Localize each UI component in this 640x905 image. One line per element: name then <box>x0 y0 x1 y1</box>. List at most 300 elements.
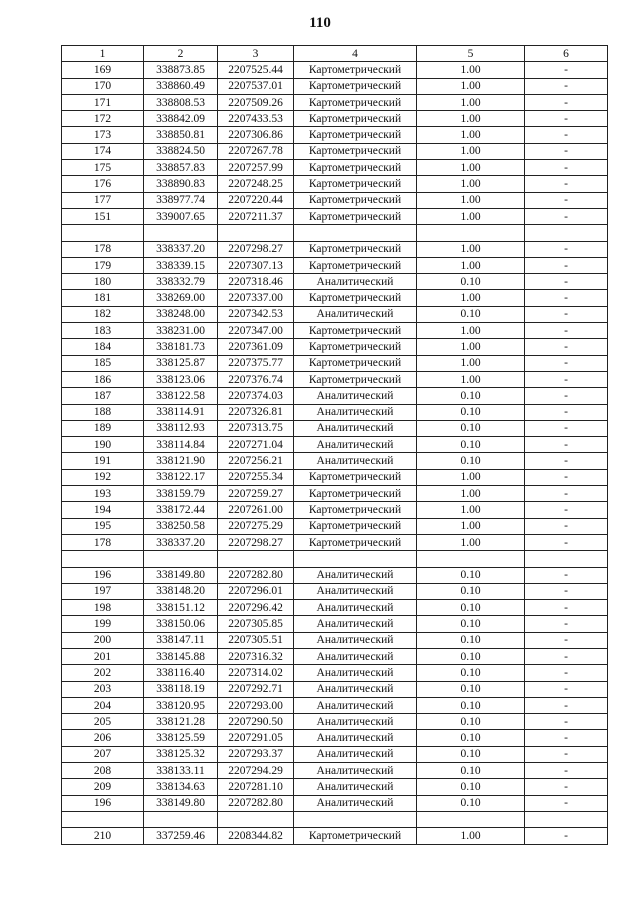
y-coordinate-cell: 2207292.71 <box>218 681 294 697</box>
column-header: 4 <box>294 46 417 62</box>
accuracy-cell: 1.00 <box>417 143 525 159</box>
x-coordinate-cell: 338151.12 <box>144 600 218 616</box>
point-number-cell: 190 <box>62 437 144 453</box>
note-cell: - <box>525 176 608 192</box>
note-cell: - <box>525 78 608 94</box>
point-number-cell: 204 <box>62 697 144 713</box>
method-cell: Аналитический <box>294 697 417 713</box>
y-coordinate-cell: 2207290.50 <box>218 714 294 730</box>
method-cell: Картометрический <box>294 469 417 485</box>
y-coordinate-cell: 2207267.78 <box>218 143 294 159</box>
point-number-cell: 207 <box>62 746 144 762</box>
y-coordinate-cell: 2207342.53 <box>218 306 294 322</box>
accuracy-cell: 0.10 <box>417 453 525 469</box>
table-row <box>62 486 608 502</box>
y-coordinate-cell: 2207361.09 <box>218 339 294 355</box>
point-number-cell: 169 <box>62 62 144 78</box>
x-coordinate-cell: 338337.20 <box>144 534 218 550</box>
note-cell: - <box>525 127 608 143</box>
column-header: 5 <box>417 46 525 62</box>
note-cell: - <box>525 681 608 697</box>
x-coordinate-cell: 338114.91 <box>144 404 218 420</box>
point-number-cell: 205 <box>62 714 144 730</box>
accuracy-cell <box>417 551 525 567</box>
point-number-cell: 176 <box>62 176 144 192</box>
table-row <box>62 160 608 176</box>
accuracy-cell: 1.00 <box>417 518 525 534</box>
point-number-cell: 209 <box>62 779 144 795</box>
x-coordinate-cell: 338125.87 <box>144 355 218 371</box>
x-coordinate-cell: 338120.95 <box>144 697 218 713</box>
table-row <box>62 746 608 762</box>
accuracy-cell <box>417 225 525 241</box>
point-number-cell: 189 <box>62 420 144 436</box>
y-coordinate-cell: 2207211.37 <box>218 208 294 224</box>
accuracy-cell: 0.10 <box>417 306 525 322</box>
point-number-cell <box>62 811 144 827</box>
x-coordinate-cell: 338149.80 <box>144 567 218 583</box>
y-coordinate-cell: 2207313.75 <box>218 420 294 436</box>
y-coordinate-cell: 2207291.05 <box>218 730 294 746</box>
accuracy-cell: 0.10 <box>417 795 525 811</box>
point-number-cell: 193 <box>62 486 144 502</box>
point-number-cell: 170 <box>62 78 144 94</box>
accuracy-cell: 1.00 <box>417 502 525 518</box>
accuracy-cell: 0.10 <box>417 648 525 664</box>
note-cell: - <box>525 828 608 844</box>
note-cell: - <box>525 583 608 599</box>
table-row <box>62 306 608 322</box>
method-cell: Аналитический <box>294 274 417 290</box>
accuracy-cell: 1.00 <box>417 486 525 502</box>
method-cell: Аналитический <box>294 616 417 632</box>
column-header: 1 <box>62 46 144 62</box>
note-cell: - <box>525 714 608 730</box>
note-cell: - <box>525 567 608 583</box>
method-cell: Картометрический <box>294 518 417 534</box>
note-cell: - <box>525 160 608 176</box>
x-coordinate-cell: 338857.83 <box>144 160 218 176</box>
accuracy-cell: 0.10 <box>417 665 525 681</box>
point-number-cell: 198 <box>62 600 144 616</box>
note-cell: - <box>525 697 608 713</box>
accuracy-cell: 1.00 <box>417 469 525 485</box>
note-cell: - <box>525 241 608 257</box>
point-number-cell: 203 <box>62 681 144 697</box>
x-coordinate-cell: 338890.83 <box>144 176 218 192</box>
table-row <box>62 714 608 730</box>
table-row <box>62 697 608 713</box>
table-row <box>62 534 608 550</box>
x-coordinate-cell: 338332.79 <box>144 274 218 290</box>
accuracy-cell: 1.00 <box>417 534 525 550</box>
point-number-cell: 185 <box>62 355 144 371</box>
y-coordinate-cell: 2207318.46 <box>218 274 294 290</box>
point-number-cell: 177 <box>62 192 144 208</box>
x-coordinate-cell: 338172.44 <box>144 502 218 518</box>
table-row <box>62 208 608 224</box>
x-coordinate-cell: 338122.17 <box>144 469 218 485</box>
table-row <box>62 274 608 290</box>
point-number-cell: 186 <box>62 371 144 387</box>
point-number-cell: 171 <box>62 94 144 110</box>
method-cell: Картометрический <box>294 241 417 257</box>
x-coordinate-cell <box>144 811 218 827</box>
accuracy-cell: 0.10 <box>417 697 525 713</box>
x-coordinate-cell: 338977.74 <box>144 192 218 208</box>
y-coordinate-cell <box>218 811 294 827</box>
table-row <box>62 388 608 404</box>
point-number-cell: 196 <box>62 795 144 811</box>
y-coordinate-cell: 2207259.27 <box>218 486 294 502</box>
y-coordinate-cell: 2207433.53 <box>218 111 294 127</box>
y-coordinate-cell: 2207525.44 <box>218 62 294 78</box>
point-number-cell: 184 <box>62 339 144 355</box>
method-cell: Аналитический <box>294 420 417 436</box>
note-cell: - <box>525 730 608 746</box>
point-number-cell: 174 <box>62 143 144 159</box>
method-cell: Аналитический <box>294 730 417 746</box>
y-coordinate-cell: 2207298.27 <box>218 534 294 550</box>
table-row <box>62 665 608 681</box>
x-coordinate-cell: 338339.15 <box>144 257 218 273</box>
point-number-cell: 173 <box>62 127 144 143</box>
x-coordinate-cell: 338133.11 <box>144 763 218 779</box>
accuracy-cell: 1.00 <box>417 111 525 127</box>
method-cell: Картометрический <box>294 371 417 387</box>
table-row <box>62 648 608 664</box>
accuracy-cell: 0.10 <box>417 420 525 436</box>
column-header: 6 <box>525 46 608 62</box>
method-cell: Картометрический <box>294 78 417 94</box>
y-coordinate-cell: 2207537.01 <box>218 78 294 94</box>
method-cell: Аналитический <box>294 746 417 762</box>
method-cell: Аналитический <box>294 665 417 681</box>
x-coordinate-cell: 338148.20 <box>144 583 218 599</box>
x-coordinate-cell: 338125.32 <box>144 746 218 762</box>
method-cell: Картометрический <box>294 160 417 176</box>
method-cell: Аналитический <box>294 600 417 616</box>
table-row <box>62 62 608 78</box>
point-number-cell: 172 <box>62 111 144 127</box>
x-coordinate-cell: 338248.00 <box>144 306 218 322</box>
note-cell: - <box>525 404 608 420</box>
accuracy-cell: 0.10 <box>417 779 525 795</box>
accuracy-cell: 1.00 <box>417 176 525 192</box>
point-number-cell: 194 <box>62 502 144 518</box>
accuracy-cell: 1.00 <box>417 828 525 844</box>
note-cell: - <box>525 62 608 78</box>
table-row <box>62 111 608 127</box>
table-row <box>62 143 608 159</box>
method-cell: Аналитический <box>294 583 417 599</box>
method-cell: Картометрический <box>294 127 417 143</box>
accuracy-cell: 1.00 <box>417 78 525 94</box>
table-row <box>62 257 608 273</box>
x-coordinate-cell: 338850.81 <box>144 127 218 143</box>
y-coordinate-cell: 2207257.99 <box>218 160 294 176</box>
table-row <box>62 681 608 697</box>
note-cell: - <box>525 746 608 762</box>
method-cell: Картометрический <box>294 62 417 78</box>
method-cell: Аналитический <box>294 681 417 697</box>
x-coordinate-cell: 338122.58 <box>144 388 218 404</box>
note-cell: - <box>525 257 608 273</box>
table-row <box>62 339 608 355</box>
point-number-cell: 188 <box>62 404 144 420</box>
point-number-cell: 210 <box>62 828 144 844</box>
x-coordinate-cell <box>144 225 218 241</box>
page-number: 110 <box>309 15 331 31</box>
table-row <box>62 600 608 616</box>
x-coordinate-cell: 338808.53 <box>144 94 218 110</box>
accuracy-cell: 1.00 <box>417 94 525 110</box>
x-coordinate-cell: 338159.79 <box>144 486 218 502</box>
y-coordinate-cell: 2207305.51 <box>218 632 294 648</box>
y-coordinate-cell: 2207275.29 <box>218 518 294 534</box>
point-number-cell: 181 <box>62 290 144 306</box>
x-coordinate-cell: 338134.63 <box>144 779 218 795</box>
x-coordinate-cell: 338231.00 <box>144 323 218 339</box>
accuracy-cell: 0.10 <box>417 404 525 420</box>
accuracy-cell: 1.00 <box>417 127 525 143</box>
accuracy-cell: 0.10 <box>417 567 525 583</box>
table-row <box>62 551 608 567</box>
note-cell <box>525 225 608 241</box>
table-row <box>62 518 608 534</box>
method-cell: Картометрический <box>294 143 417 159</box>
x-coordinate-cell: 338150.06 <box>144 616 218 632</box>
x-coordinate-cell <box>144 551 218 567</box>
y-coordinate-cell: 2207271.04 <box>218 437 294 453</box>
y-coordinate-cell: 2207509.26 <box>218 94 294 110</box>
method-cell: Картометрический <box>294 94 417 110</box>
accuracy-cell: 1.00 <box>417 208 525 224</box>
point-number-cell: 183 <box>62 323 144 339</box>
method-cell <box>294 225 417 241</box>
table-row <box>62 192 608 208</box>
note-cell: - <box>525 143 608 159</box>
note-cell: - <box>525 648 608 664</box>
point-number-cell: 192 <box>62 469 144 485</box>
point-number-cell: 206 <box>62 730 144 746</box>
point-number-cell: 201 <box>62 648 144 664</box>
note-cell: - <box>525 665 608 681</box>
accuracy-cell: 0.10 <box>417 714 525 730</box>
table-row <box>62 241 608 257</box>
table-row <box>62 323 608 339</box>
point-number-cell: 178 <box>62 241 144 257</box>
x-coordinate-cell: 339007.65 <box>144 208 218 224</box>
table-row <box>62 225 608 241</box>
y-coordinate-cell: 2207248.25 <box>218 176 294 192</box>
table-row <box>62 371 608 387</box>
y-coordinate-cell: 2207374.03 <box>218 388 294 404</box>
x-coordinate-cell: 338269.00 <box>144 290 218 306</box>
note-cell: - <box>525 518 608 534</box>
x-coordinate-cell: 338149.80 <box>144 795 218 811</box>
accuracy-cell: 0.10 <box>417 274 525 290</box>
x-coordinate-cell: 338250.58 <box>144 518 218 534</box>
note-cell: - <box>525 94 608 110</box>
note-cell <box>525 551 608 567</box>
note-cell: - <box>525 355 608 371</box>
x-coordinate-cell: 338860.49 <box>144 78 218 94</box>
y-coordinate-cell <box>218 551 294 567</box>
note-cell: - <box>525 763 608 779</box>
x-coordinate-cell: 338824.50 <box>144 143 218 159</box>
note-cell: - <box>525 111 608 127</box>
accuracy-cell: 1.00 <box>417 355 525 371</box>
point-number-cell: 197 <box>62 583 144 599</box>
table-row <box>62 78 608 94</box>
y-coordinate-cell: 2207261.00 <box>218 502 294 518</box>
point-number-cell: 175 <box>62 160 144 176</box>
point-number-cell: 195 <box>62 518 144 534</box>
method-cell: Аналитический <box>294 795 417 811</box>
y-coordinate-cell: 2207294.29 <box>218 763 294 779</box>
table-row <box>62 730 608 746</box>
accuracy-cell: 0.10 <box>417 632 525 648</box>
y-coordinate-cell: 2207282.80 <box>218 567 294 583</box>
x-coordinate-cell: 338118.19 <box>144 681 218 697</box>
y-coordinate-cell: 2207255.34 <box>218 469 294 485</box>
note-cell: - <box>525 534 608 550</box>
accuracy-cell: 0.10 <box>417 746 525 762</box>
method-cell: Картометрический <box>294 257 417 273</box>
table-row <box>62 469 608 485</box>
note-cell: - <box>525 632 608 648</box>
method-cell: Аналитический <box>294 437 417 453</box>
point-number-cell: 191 <box>62 453 144 469</box>
table-row <box>62 779 608 795</box>
point-number-cell <box>62 551 144 567</box>
coordinates-table <box>61 45 608 845</box>
note-cell: - <box>525 469 608 485</box>
x-coordinate-cell: 338842.09 <box>144 111 218 127</box>
point-number-cell: 178 <box>62 534 144 550</box>
x-coordinate-cell: 338145.88 <box>144 648 218 664</box>
point-number-cell: 208 <box>62 763 144 779</box>
note-cell: - <box>525 306 608 322</box>
accuracy-cell <box>417 811 525 827</box>
table-row <box>62 616 608 632</box>
table-row <box>62 420 608 436</box>
x-coordinate-cell: 338147.11 <box>144 632 218 648</box>
accuracy-cell: 1.00 <box>417 62 525 78</box>
x-coordinate-cell: 338121.90 <box>144 453 218 469</box>
method-cell: Картометрический <box>294 176 417 192</box>
note-cell: - <box>525 600 608 616</box>
table-row <box>62 404 608 420</box>
accuracy-cell: 0.10 <box>417 616 525 632</box>
y-coordinate-cell: 2207316.32 <box>218 648 294 664</box>
method-cell: Аналитический <box>294 453 417 469</box>
column-header: 3 <box>218 46 294 62</box>
table-row <box>62 583 608 599</box>
x-coordinate-cell: 338121.28 <box>144 714 218 730</box>
point-number-cell <box>62 225 144 241</box>
method-cell: Картометрический <box>294 828 417 844</box>
y-coordinate-cell: 2207306.86 <box>218 127 294 143</box>
method-cell: Аналитический <box>294 632 417 648</box>
point-number-cell: 182 <box>62 306 144 322</box>
method-cell: Картометрический <box>294 534 417 550</box>
accuracy-cell: 0.10 <box>417 730 525 746</box>
x-coordinate-cell: 337259.46 <box>144 828 218 844</box>
note-cell: - <box>525 437 608 453</box>
table-row <box>62 795 608 811</box>
point-number-cell: 187 <box>62 388 144 404</box>
note-cell: - <box>525 323 608 339</box>
y-coordinate-cell: 2207293.00 <box>218 697 294 713</box>
method-cell: Картометрический <box>294 208 417 224</box>
note-cell: - <box>525 274 608 290</box>
note-cell: - <box>525 208 608 224</box>
y-coordinate-cell: 2207281.10 <box>218 779 294 795</box>
table-row <box>62 176 608 192</box>
accuracy-cell: 0.10 <box>417 681 525 697</box>
accuracy-cell: 1.00 <box>417 160 525 176</box>
y-coordinate-cell: 2207347.00 <box>218 323 294 339</box>
method-cell: Аналитический <box>294 779 417 795</box>
note-cell: - <box>525 339 608 355</box>
table-row <box>62 632 608 648</box>
point-number-cell: 151 <box>62 208 144 224</box>
method-cell: Аналитический <box>294 404 417 420</box>
method-cell: Картометрический <box>294 502 417 518</box>
y-coordinate-cell: 2207376.74 <box>218 371 294 387</box>
method-cell: Аналитический <box>294 763 417 779</box>
table-row <box>62 437 608 453</box>
note-cell <box>525 811 608 827</box>
method-cell: Аналитический <box>294 648 417 664</box>
table-row <box>62 811 608 827</box>
method-cell: Аналитический <box>294 388 417 404</box>
accuracy-cell: 0.10 <box>417 600 525 616</box>
y-coordinate-cell: 2207298.27 <box>218 241 294 257</box>
accuracy-cell: 1.00 <box>417 339 525 355</box>
note-cell: - <box>525 290 608 306</box>
x-coordinate-cell: 338181.73 <box>144 339 218 355</box>
table-row <box>62 94 608 110</box>
table-row <box>62 453 608 469</box>
method-cell <box>294 811 417 827</box>
method-cell: Картометрический <box>294 111 417 127</box>
accuracy-cell: 1.00 <box>417 371 525 387</box>
method-cell: Аналитический <box>294 714 417 730</box>
y-coordinate-cell: 2207293.37 <box>218 746 294 762</box>
x-coordinate-cell: 338337.20 <box>144 241 218 257</box>
x-coordinate-cell: 338114.84 <box>144 437 218 453</box>
column-header: 2 <box>144 46 218 62</box>
method-cell: Аналитический <box>294 306 417 322</box>
y-coordinate-cell: 2207220.44 <box>218 192 294 208</box>
table-row <box>62 828 608 844</box>
note-cell: - <box>525 795 608 811</box>
accuracy-cell: 0.10 <box>417 763 525 779</box>
point-number-cell: 196 <box>62 567 144 583</box>
y-coordinate-cell: 2207307.13 <box>218 257 294 273</box>
table-header-row <box>62 46 608 62</box>
table-row <box>62 502 608 518</box>
point-number-cell: 199 <box>62 616 144 632</box>
table-row <box>62 127 608 143</box>
note-cell: - <box>525 371 608 387</box>
y-coordinate-cell: 2207337.00 <box>218 290 294 306</box>
note-cell: - <box>525 420 608 436</box>
table-row <box>62 567 608 583</box>
